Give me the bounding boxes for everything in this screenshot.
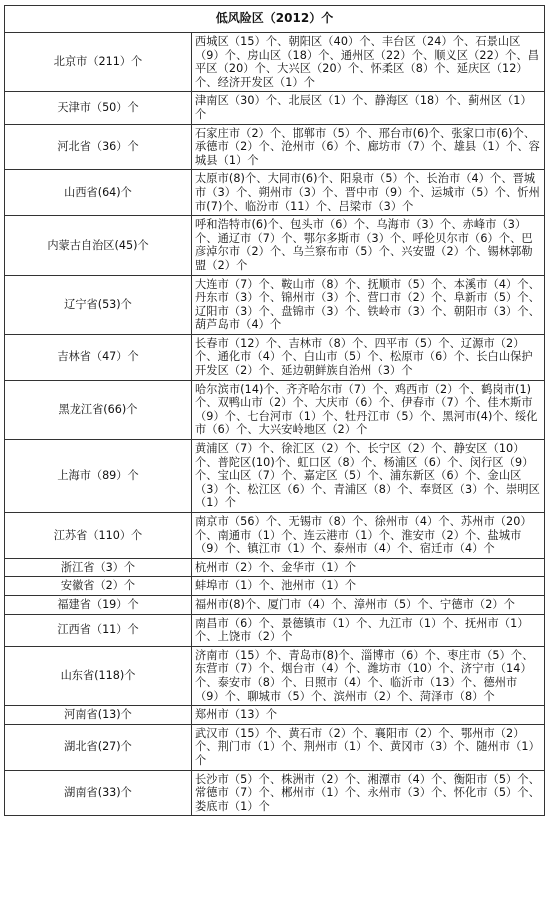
table-row xyxy=(5,380,545,439)
area-list-cell: 石家庄市（2）个、邯郸市（5）个、邢台市(6)个、张家口市(6)个、承德市（2）个、沧州市（6）个、廊坊市（7）个、雄县（1）个、容城县（1）个 xyxy=(192,124,545,170)
area-list-cell: 杭州市（2）个、金华市（1）个 xyxy=(192,558,545,577)
area-list-cell: 大连市（7）个、鞍山市（8）个、抚顺市（5）个、本溪市（4）个、丹东市（3）个、锦州市（3）个、营口市（2）个、阜新市（5）个、辽阳市（3）个、盘锦市（3）个、铁岭市（3）个、朝阳市（3）个、葫芦岛市（4）个 xyxy=(192,275,545,334)
region-cell: 山东省(118)个 xyxy=(5,646,192,705)
table-row xyxy=(5,92,545,124)
area-list-cell: 武汉市（15）个、黄石市（2）个、襄阳市（2）个、鄂州市（2）个、荆门市（1）个、荆州市（1）个、黄冈市（3）个、随州市（1）个 xyxy=(192,724,545,770)
region-cell: 北京市（211）个 xyxy=(5,33,192,92)
region-cell: 上海市（89）个 xyxy=(5,440,192,513)
region-cell: 安徽省（2）个 xyxy=(5,577,192,596)
region-cell: 江西省（11）个 xyxy=(5,614,192,646)
area-list-cell: 南京市（56）个、无锡市（8）个、徐州市（4）个、苏州市（20）个、南通市（1）个、连云港市（1）个、淮安市（2）个、盐城市（9）个、镇江市（1）个、泰州市（4）个、宿迁市（4）个 xyxy=(192,513,545,559)
region-cell: 天津市（50）个 xyxy=(5,92,192,124)
table-row xyxy=(5,646,545,705)
area-list-cell: 津南区（30）个、北辰区（1）个、静海区（18）个、蓟州区（1）个 xyxy=(192,92,545,124)
table-row xyxy=(5,124,545,170)
area-list-cell: 哈尔滨市(14)个、齐齐哈尔市（7）个、鸡西市（2）个、鹤岗市(1)个、双鸭山市（2）个、大庆市（6）个、伊春市（7）个、佳木斯市（9）个、七台河市（1）个、牡丹江市（5）个、黑河市(4)个、绥化市（6）个、大兴安岭地区（2）个 xyxy=(192,380,545,439)
area-list-cell: 蚌埠市（1）个、池州市（1）个 xyxy=(192,577,545,596)
table-row xyxy=(5,216,545,275)
region-cell: 湖北省(27)个 xyxy=(5,724,192,770)
table-row xyxy=(5,724,545,770)
table-body xyxy=(5,33,545,816)
table-header-row xyxy=(5,6,545,33)
table-row xyxy=(5,706,545,725)
area-list-cell: 长沙市（5）个、株洲市（2）个、湘潭市（4）个、衡阳市（5）个、常德市（7）个、郴州市（1）个、永州市（3）个、怀化市（5）个、娄底市（1）个 xyxy=(192,770,545,816)
region-cell: 黑龙江省(66)个 xyxy=(5,380,192,439)
area-list-cell: 长春市（12）个、吉林市（8）个、四平市（5）个、辽源市（2）个、通化市（4）个、白山市（5）个、松原市（6）个、长白山保护开发区（2）个、延边朝鲜族自治州（3）个 xyxy=(192,334,545,380)
table-row xyxy=(5,440,545,513)
region-cell: 湖南省(33)个 xyxy=(5,770,192,816)
area-list-cell: 黄浦区（7）个、徐汇区（2）个、长宁区（2）个、静安区（10）个、普陀区(10)个、虹口区（8）个、杨浦区（6）个、闵行区（9）个、宝山区（7）个、嘉定区（5）个、浦东新区（6）个、金山区（3）个、松江区（6）个、青浦区（8）个、奉贤区（3）个、崇明区（1）个 xyxy=(192,440,545,513)
region-cell: 浙江省（3）个 xyxy=(5,558,192,577)
table-row xyxy=(5,595,545,614)
area-list-cell: 呼和浩特市(6)个、包头市（6）个、乌海市（3）个、赤峰市（3）个、通辽市（7）个、鄂尔多斯市（3）个、呼伦贝尔市（6）个、巴彦淖尔市（2）个、乌兰察布市（5）个、兴安盟（2）个、锡林郭勒盟（2）个 xyxy=(192,216,545,275)
region-cell: 河北省（36）个 xyxy=(5,124,192,170)
region-cell: 福建省（19）个 xyxy=(5,595,192,614)
region-cell: 吉林省（47）个 xyxy=(5,334,192,380)
region-cell: 河南省(13)个 xyxy=(5,706,192,725)
table-row xyxy=(5,614,545,646)
area-list-cell: 福州市(8)个、厦门市（4）个、漳州市（5）个、宁德市（2）个 xyxy=(192,595,545,614)
table-row xyxy=(5,558,545,577)
area-list-cell: 郑州市（13）个 xyxy=(192,706,545,725)
table-row xyxy=(5,513,545,559)
table-row xyxy=(5,577,545,596)
table-row xyxy=(5,33,545,92)
table-row xyxy=(5,334,545,380)
low-risk-area-table xyxy=(4,5,545,816)
region-cell: 山西省(64)个 xyxy=(5,170,192,216)
region-cell: 江苏省（110）个 xyxy=(5,513,192,559)
region-cell: 辽宁省(53)个 xyxy=(5,275,192,334)
region-cell: 内蒙古自治区(45)个 xyxy=(5,216,192,275)
table-row xyxy=(5,275,545,334)
table-title: 低风险区（2012）个 xyxy=(5,6,545,33)
area-list-cell: 南昌市（6）个、景德镇市（1）个、九江市（1）个、抚州市（1）个、上饶市（2）个 xyxy=(192,614,545,646)
table-row xyxy=(5,770,545,816)
table-row xyxy=(5,170,545,216)
area-list-cell: 太原市(8)个、大同市(6)个、阳泉市（5）个、长治市（4）个、晋城市（3）个、朔州市（3）个、晋中市（9）个、运城市（5）个、忻州市(7)个、临汾市（11）个、吕梁市（3）个 xyxy=(192,170,545,216)
area-list-cell: 西城区（15）个、朝阳区（40）个、丰台区（24）个、石景山区（9）个、房山区（18）个、通州区（22）个、顺义区（22）个、昌平区（20）个、大兴区（20）个、怀柔区（8）个、延庆区（12）个、经济开发区（1）个 xyxy=(192,33,545,92)
area-list-cell: 济南市（15）个、青岛市(8)个、淄博市（6）个、枣庄市（5）个、东营市（7）个、烟台市（4）个、潍坊市（10）个、济宁市（14）个、泰安市（8）个、日照市（4）个、临沂市（13）个、德州市（9）个、聊城市（5）个、滨州市（2）个、菏泽市（8）个 xyxy=(192,646,545,705)
